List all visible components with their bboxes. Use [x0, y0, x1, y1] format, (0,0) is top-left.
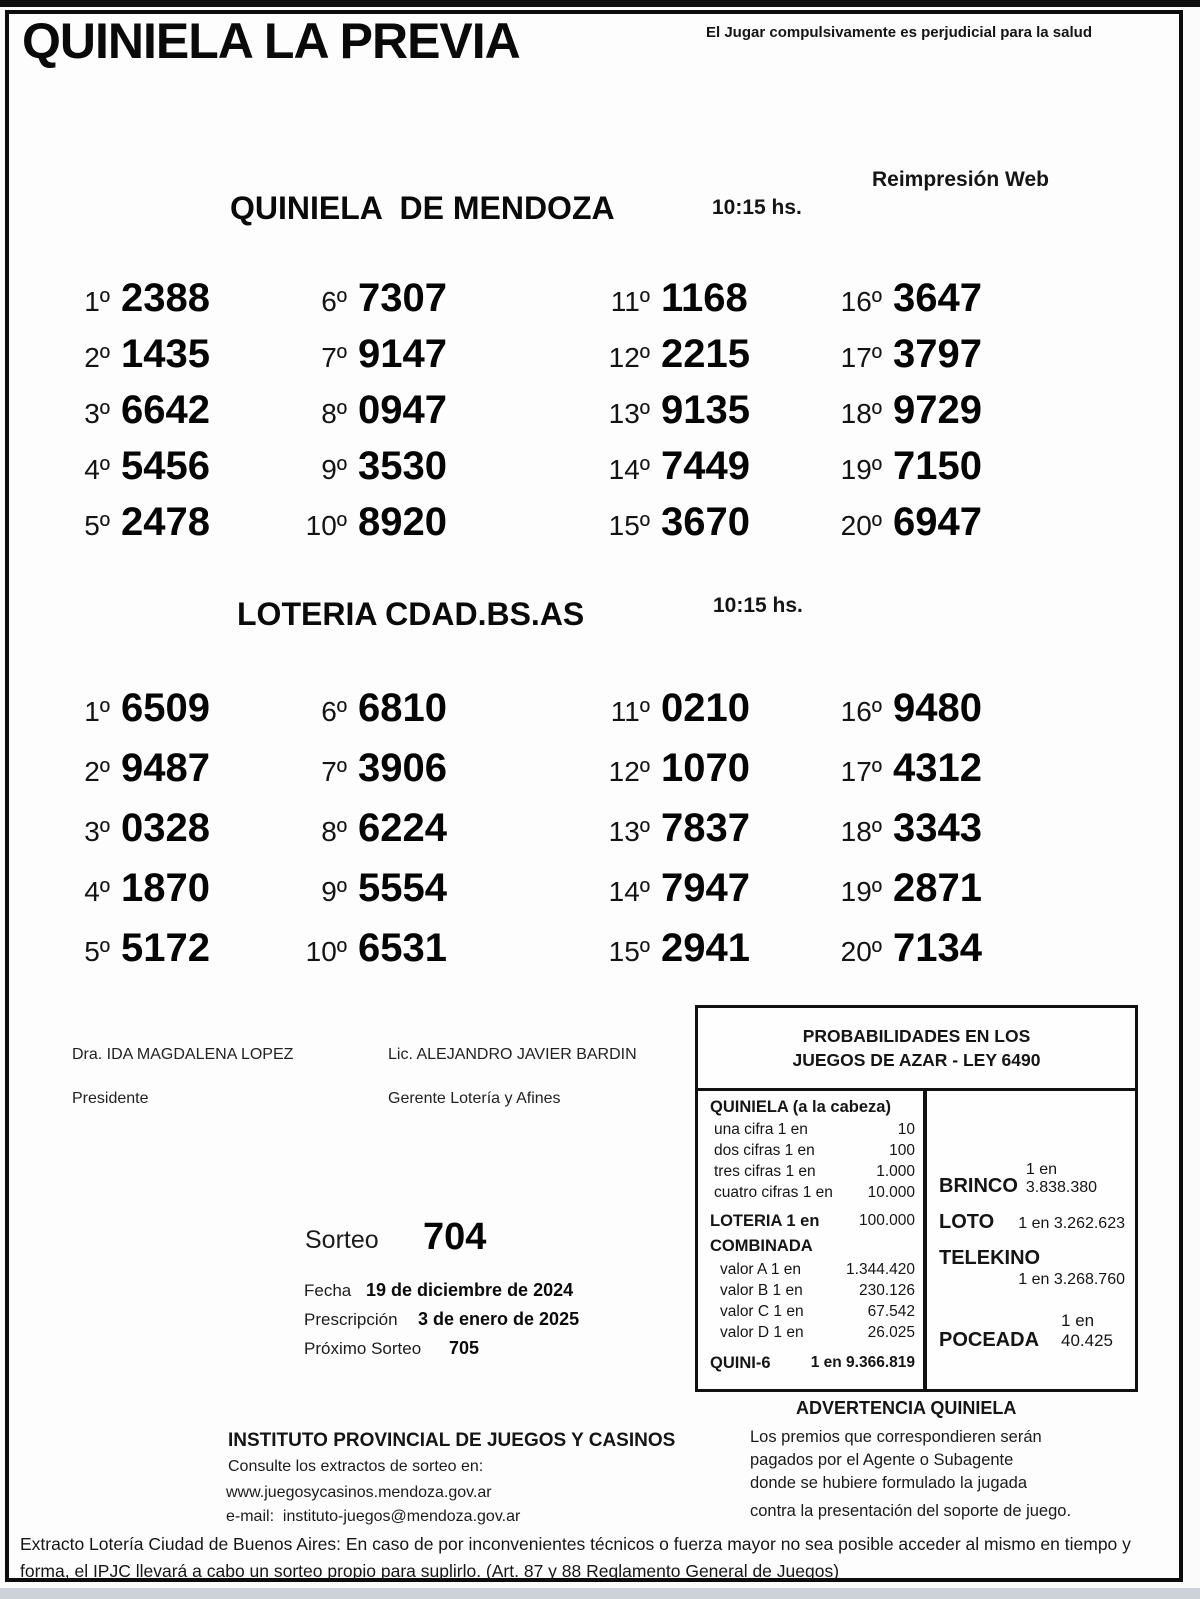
institute-website: www.juegosycasinos.mendoza.gov.ar — [226, 1484, 492, 1501]
footer-line: Extracto Lotería Ciudad de Buenos Aires: En caso de por inconvenientes técnicos o fuerza mayor no sea posible acceder al mismo en tiempo y — [20, 1534, 1131, 1554]
result-number: 5172 — [121, 926, 210, 970]
result-position: 15º — [608, 936, 650, 967]
result-number: 8920 — [358, 500, 447, 544]
page-top-edge — [0, 0, 1200, 7]
footer-line: forma, el IPJC llevará a cabo un sorteo propio para suplirlo. (Art. 87 y 88 Reglamento General de Juegos) — [20, 1561, 840, 1581]
prob-label: LOTERIA 1 en — [710, 1212, 820, 1230]
prob-label: valor B 1 en — [720, 1282, 803, 1299]
result-number: 2478 — [121, 500, 210, 544]
loteria-odds-row — [710, 1212, 915, 1231]
prob-value: 26.025 — [867, 1324, 915, 1341]
game-name: BRINCO — [939, 1175, 1018, 1197]
official-name: Lic. ALEJANDRO JAVIER BARDIN — [388, 1046, 637, 1063]
result-position: 1º — [84, 286, 110, 317]
result-position: 7º — [321, 342, 347, 373]
result-number: 5554 — [358, 866, 447, 910]
result-position: 11º — [610, 286, 650, 317]
game-entry — [939, 1247, 1125, 1289]
prob-row — [710, 1301, 915, 1322]
combinada-odds-header: COMBINADA — [710, 1237, 813, 1255]
prob-value: 1.000 — [876, 1163, 915, 1180]
result-position: 9º — [321, 876, 347, 907]
advertencia-title: ADVERTENCIA QUINIELA — [796, 1398, 1017, 1418]
result-number: 0947 — [358, 388, 447, 432]
health-warning: El Jugar compulsivamente es perjudicial para la salud — [706, 24, 1092, 41]
result-number: 6531 — [358, 926, 447, 970]
game-entry — [939, 1211, 1125, 1233]
quiniela-odds-header: QUINIELA (a la cabeza) — [710, 1098, 891, 1116]
prob-value: 230.126 — [858, 1282, 915, 1299]
result-position: 13º — [608, 398, 650, 429]
result-position: 16º — [840, 286, 882, 317]
game-odds: 1 en 3.268.760 — [1018, 1271, 1125, 1288]
result-number: 2215 — [661, 332, 750, 376]
reprint-label: Reimpresión Web — [872, 168, 1049, 191]
quini6-odds-row — [710, 1354, 915, 1373]
game-odds: 1 en 40.425 — [1061, 1311, 1114, 1350]
result-number: 1435 — [121, 332, 210, 376]
game-odds: 1 en 3.838.380 — [1025, 1161, 1098, 1196]
prob-value: 1.344.420 — [846, 1261, 915, 1278]
prob-row — [710, 1140, 915, 1161]
prob-value: 10.000 — [867, 1184, 915, 1201]
probabilities-title-line1: PROBABILIDADES EN LOS — [802, 1026, 1031, 1046]
result-number: 1168 — [661, 276, 748, 320]
prob-row — [710, 1259, 915, 1280]
result-position: 2º — [84, 756, 110, 787]
prob-label: cuatro cifras 1 en — [714, 1184, 833, 1201]
result-position: 10º — [305, 936, 347, 967]
result-position: 8º — [321, 816, 347, 847]
game-entry — [939, 1161, 1125, 1197]
prob-value: 67.542 — [867, 1303, 915, 1320]
result-number: 5456 — [121, 444, 210, 488]
result-position: 3º — [84, 398, 110, 429]
probabilities-box — [695, 1005, 1138, 1392]
result-number: 2941 — [661, 926, 750, 970]
game-line — [939, 1311, 1125, 1351]
result-number: 2388 — [121, 276, 210, 320]
game-line — [939, 1247, 1125, 1269]
result-number: 9147 — [358, 332, 447, 376]
result-number: 7150 — [893, 444, 982, 488]
institute-note: Consulte los extractos de sorteo en: — [228, 1458, 484, 1475]
prob-label: valor D 1 en — [720, 1324, 804, 1341]
result-number: 7947 — [661, 866, 750, 910]
result-position: 7º — [321, 756, 347, 787]
result-position: 3º — [84, 816, 110, 847]
result-position: 19º — [840, 454, 882, 485]
draw1-title: QUINIELA DE MENDOZA — [230, 190, 615, 226]
sorteo-number: 704 — [423, 1216, 487, 1258]
prob-value: 100.000 — [858, 1212, 915, 1229]
fecha-label: Fecha — [304, 1281, 352, 1300]
result-number: 6224 — [358, 806, 447, 850]
result-position: 5º — [84, 936, 110, 967]
result-position: 19º — [840, 876, 882, 907]
result-number: 9729 — [893, 388, 982, 432]
result-number: 1070 — [661, 746, 750, 790]
result-number: 7134 — [893, 926, 982, 970]
advertencia-line: Los premios que correspondieren serán — [750, 1428, 1042, 1446]
result-position: 20º — [840, 936, 882, 967]
probabilities-left-column — [698, 1091, 927, 1392]
advertencia-line: donde se hubiere formulado la jugada — [750, 1474, 1028, 1492]
result-position: 20º — [840, 510, 882, 541]
result-position: 8º — [321, 398, 347, 429]
prescripcion-value: 3 de enero de 2025 — [418, 1309, 580, 1329]
result-number: 9487 — [121, 746, 210, 790]
prob-row — [710, 1322, 915, 1343]
prob-row — [710, 1182, 915, 1203]
game-entry — [939, 1311, 1125, 1351]
page-bottom-edge — [0, 1588, 1200, 1599]
probabilities-title — [698, 1008, 1135, 1091]
prob-row — [710, 1280, 915, 1301]
result-position: 6º — [321, 286, 347, 317]
prob-row — [710, 1119, 915, 1140]
result-position: 17º — [840, 342, 882, 373]
fecha-value: 19 de diciembre de 2024 — [366, 1280, 574, 1300]
institute-email: e-mail: instituto-juegos@mendoza.gov.ar — [226, 1508, 521, 1525]
result-number: 3906 — [358, 746, 447, 790]
result-position: 2º — [84, 342, 110, 373]
institute-name: INSTITUTO PROVINCIAL DE JUEGOS Y CASINOS — [228, 1430, 676, 1451]
prob-row — [710, 1161, 915, 1182]
result-position: 1º — [84, 696, 110, 727]
result-position: 16º — [840, 696, 882, 727]
result-number: 3670 — [661, 500, 750, 544]
prob-value: 10 — [897, 1121, 915, 1138]
result-number: 6810 — [358, 686, 447, 730]
result-position: 18º — [840, 398, 882, 429]
result-number: 2871 — [893, 866, 982, 910]
game-name: TELEKINO — [939, 1247, 1041, 1269]
draw1-time: 10:15 hs. — [712, 196, 802, 219]
result-position: 13º — [608, 816, 650, 847]
result-position: 14º — [608, 876, 650, 907]
result-position: 12º — [608, 342, 650, 373]
result-position: 18º — [840, 816, 882, 847]
result-position: 9º — [321, 454, 347, 485]
probabilities-title-line2: JUEGOS DE AZAR - LEY 6490 — [792, 1050, 1041, 1070]
result-number: 9135 — [661, 388, 750, 432]
result-position: 12º — [608, 756, 650, 787]
result-number: 6642 — [121, 388, 210, 432]
prob-label: una cifra 1 en — [714, 1121, 808, 1138]
result-position: 4º — [84, 876, 110, 907]
result-position: 6º — [321, 696, 347, 727]
result-number: 7307 — [358, 276, 447, 320]
proximo-sorteo-value: 705 — [449, 1338, 480, 1358]
result-number: 7449 — [661, 444, 750, 488]
official-role: Gerente Lotería y Afines — [388, 1090, 561, 1107]
result-number: 1870 — [121, 866, 210, 910]
prob-label: tres cifras 1 en — [714, 1163, 816, 1180]
result-number: 6947 — [893, 500, 982, 544]
game-name: LOTO — [939, 1211, 995, 1233]
result-number: 6509 — [121, 686, 210, 730]
draw2-time: 10:15 hs. — [713, 594, 803, 617]
game-line — [939, 1161, 1125, 1197]
result-number: 9480 — [893, 686, 982, 730]
prob-label: dos cifras 1 en — [714, 1142, 815, 1159]
result-number: 3530 — [358, 444, 447, 488]
prob-label: valor C 1 en — [720, 1303, 804, 1320]
official-role: Presidente — [72, 1090, 149, 1107]
result-number: 7837 — [661, 806, 750, 850]
result-position: 4º — [84, 454, 110, 485]
result-number: 3343 — [893, 806, 982, 850]
game-name: POCEADA — [939, 1329, 1040, 1351]
result-number: 3797 — [893, 332, 982, 376]
result-position: 15º — [608, 510, 650, 541]
official-name: Dra. IDA MAGDALENA LOPEZ — [72, 1046, 294, 1063]
proximo-sorteo-label: Próximo Sorteo — [304, 1339, 422, 1358]
page-title: QUINIELA LA PREVIA — [22, 13, 520, 69]
prob-label: QUINI-6 — [710, 1354, 771, 1372]
result-position: 11º — [610, 696, 650, 727]
result-position: 17º — [840, 756, 882, 787]
advertencia-line: pagados por el Agente o Subagente — [750, 1451, 1014, 1469]
prob-label: valor A 1 en — [720, 1261, 802, 1278]
prescripcion-label: Prescripción — [304, 1310, 398, 1329]
advertencia-line: contra la presentación del soporte de juego. — [750, 1502, 1072, 1520]
draw2-title: LOTERIA CDAD.BS.AS — [237, 596, 585, 632]
prob-value: 1 en 9.366.819 — [810, 1354, 915, 1371]
result-number: 0328 — [121, 806, 210, 850]
result-position: 10º — [305, 510, 347, 541]
result-position: 14º — [608, 454, 650, 485]
game-line — [939, 1211, 1125, 1233]
prob-value: 100 — [889, 1142, 915, 1159]
result-position: 5º — [84, 510, 110, 541]
result-number: 4312 — [893, 746, 982, 790]
result-number: 0210 — [661, 686, 750, 730]
sorteo-label: Sorteo — [305, 1226, 379, 1254]
game-odds: 1 en 3.262.623 — [1018, 1215, 1125, 1232]
probabilities-right-column — [927, 1091, 1135, 1392]
result-number: 3647 — [893, 276, 982, 320]
